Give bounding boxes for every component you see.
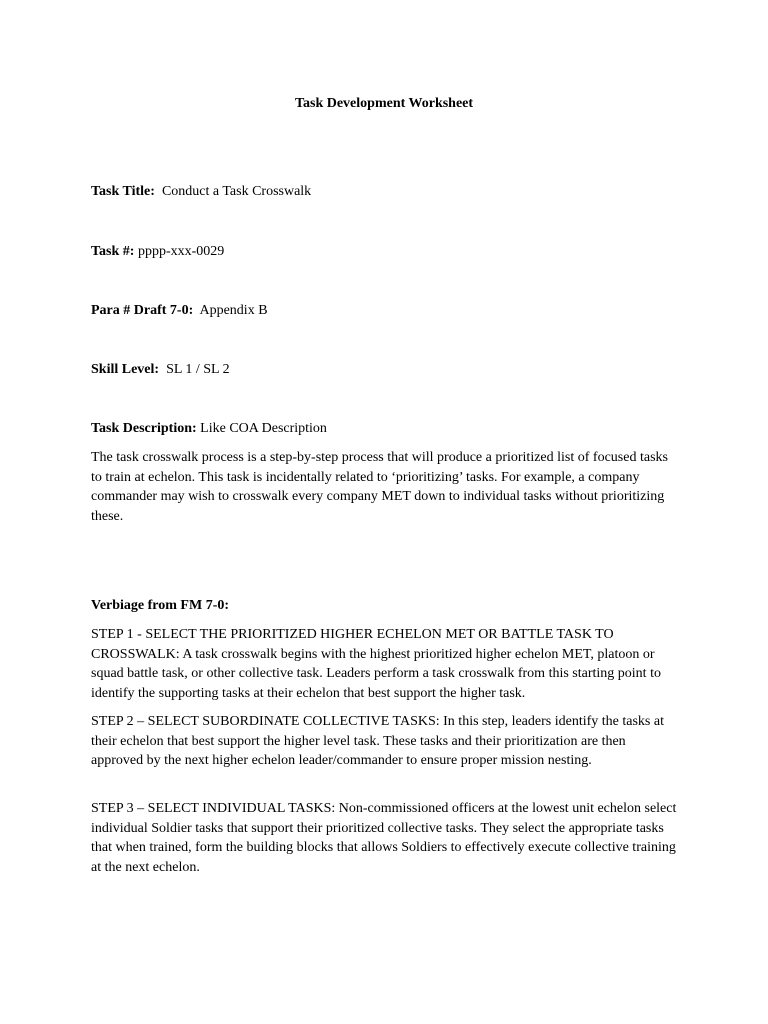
step-2-paragraph: STEP 2 – SELECT SUBORDINATE COLLECTIVE TASKS: In this step, leaders identify the tasks at their echelon that best support the higher level task. These tasks and their prioritization are then approved by the next higher echelon leader/commander to ensure proper mission nesting. xyxy=(91,714,664,768)
document-title: Task Development Worksheet xyxy=(294,96,474,111)
skill-level-field xyxy=(91,360,681,380)
description-paragraph: The task crosswalk process is a step-by-step process that will produce a prioritized list of focused tasks to train at echelon. This task is incidentally related to ‘prioritizing’ tasks. For example, a company commander may wish to crosswalk every company MET down to individual tasks without prioritizing these. xyxy=(91,450,668,524)
task-number-value: pppp-xxx-0029 xyxy=(137,244,225,259)
task-title-label: Task Title: xyxy=(91,184,155,199)
task-number-field xyxy=(91,242,681,262)
task-number-label: Task #: xyxy=(91,244,135,259)
task-title-value: Conduct a Task Crosswalk xyxy=(161,184,312,199)
step-3-paragraph: STEP 3 – SELECT INDIVIDUAL TASKS: Non-commissioned officers at the lowest unit echelon select individual Soldier tasks that support their prioritized collective tasks. They select the appropriate tasks that when trained, form the building blocks that allows Soldiers to effectively execute collective training at the next echelon. xyxy=(91,801,677,875)
para-draft-field xyxy=(91,301,681,321)
skill-level-value: SL 1 / SL 2 xyxy=(166,362,230,377)
task-description-value: Like COA Description xyxy=(200,421,327,436)
step-1-paragraph: STEP 1 - SELECT THE PRIORITIZED HIGHER ECHELON MET OR BATTLE TASK TO CROSSWALK: A task crosswalk begins with the highest prioritized higher echelon MET, platoon or squad battle task, or other collective task. Leaders perform a task crosswalk from this starting point to identify the supporting tasks at their echelon that best support the higher task. xyxy=(91,627,661,701)
verbiage-heading: Verbiage from FM 7-0: xyxy=(91,598,230,613)
task-description-field xyxy=(91,419,681,439)
task-description-label: Task Description: xyxy=(91,421,197,436)
task-title-field xyxy=(91,182,681,202)
para-draft-value: Appendix B xyxy=(199,303,268,318)
para-draft-label: Para # Draft 7-0: xyxy=(91,303,194,318)
skill-level-label: Skill Level: xyxy=(91,362,160,377)
